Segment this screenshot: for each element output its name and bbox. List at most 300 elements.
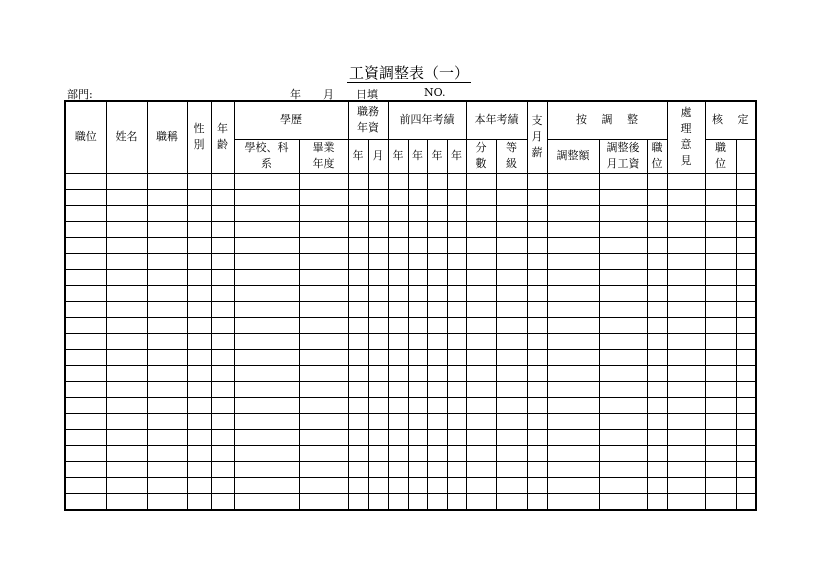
table-cell[interactable] xyxy=(527,381,547,397)
table-cell[interactable] xyxy=(427,205,447,221)
table-cell[interactable] xyxy=(147,301,187,317)
table-cell[interactable] xyxy=(388,221,408,237)
table-cell[interactable] xyxy=(736,365,756,381)
table-cell[interactable] xyxy=(211,461,234,477)
table-cell[interactable] xyxy=(234,461,299,477)
table-cell[interactable] xyxy=(647,381,667,397)
table-cell[interactable] xyxy=(427,189,447,205)
table-cell[interactable] xyxy=(348,237,368,253)
table-cell[interactable] xyxy=(408,253,427,269)
table-cell[interactable] xyxy=(496,317,527,333)
table-cell[interactable] xyxy=(667,365,705,381)
table-cell[interactable] xyxy=(368,173,388,189)
table-cell[interactable] xyxy=(447,413,466,429)
table-cell[interactable] xyxy=(496,365,527,381)
table-cell[interactable] xyxy=(736,445,756,461)
table-cell[interactable] xyxy=(527,397,547,413)
table-cell[interactable] xyxy=(65,413,106,429)
table-cell[interactable] xyxy=(65,365,106,381)
table-cell[interactable] xyxy=(447,317,466,333)
table-cell[interactable] xyxy=(527,413,547,429)
table-cell[interactable] xyxy=(705,205,736,221)
table-cell[interactable] xyxy=(348,173,368,189)
table-cell[interactable] xyxy=(667,269,705,285)
table-cell[interactable] xyxy=(187,461,211,477)
table-cell[interactable] xyxy=(705,237,736,253)
table-cell[interactable] xyxy=(447,493,466,510)
table-cell[interactable] xyxy=(299,349,348,365)
table-cell[interactable] xyxy=(599,461,647,477)
table-cell[interactable] xyxy=(106,429,147,445)
table-cell[interactable] xyxy=(447,397,466,413)
table-cell[interactable] xyxy=(667,413,705,429)
table-cell[interactable] xyxy=(368,493,388,510)
table-cell[interactable] xyxy=(388,317,408,333)
table-cell[interactable] xyxy=(427,221,447,237)
table-cell[interactable] xyxy=(187,189,211,205)
table-cell[interactable] xyxy=(187,493,211,510)
table-cell[interactable] xyxy=(705,301,736,317)
table-cell[interactable] xyxy=(427,253,447,269)
table-cell[interactable] xyxy=(348,253,368,269)
table-cell[interactable] xyxy=(647,205,667,221)
table-cell[interactable] xyxy=(447,205,466,221)
table-cell[interactable] xyxy=(368,397,388,413)
table-cell[interactable] xyxy=(234,365,299,381)
table-cell[interactable] xyxy=(106,461,147,477)
table-cell[interactable] xyxy=(527,493,547,510)
table-cell[interactable] xyxy=(234,269,299,285)
table-cell[interactable] xyxy=(388,333,408,349)
table-cell[interactable] xyxy=(65,349,106,365)
table-cell[interactable] xyxy=(466,189,496,205)
table-cell[interactable] xyxy=(427,397,447,413)
table-cell[interactable] xyxy=(667,221,705,237)
table-cell[interactable] xyxy=(348,365,368,381)
table-cell[interactable] xyxy=(547,253,599,269)
table-cell[interactable] xyxy=(547,413,599,429)
table-cell[interactable] xyxy=(187,333,211,349)
table-cell[interactable] xyxy=(408,205,427,221)
table-cell[interactable] xyxy=(667,301,705,317)
table-cell[interactable] xyxy=(368,349,388,365)
table-cell[interactable] xyxy=(348,349,368,365)
table-cell[interactable] xyxy=(299,173,348,189)
table-cell[interactable] xyxy=(234,397,299,413)
table-cell[interactable] xyxy=(147,269,187,285)
table-cell[interactable] xyxy=(599,237,647,253)
table-cell[interactable] xyxy=(527,173,547,189)
table-cell[interactable] xyxy=(736,317,756,333)
table-cell[interactable] xyxy=(106,269,147,285)
table-cell[interactable] xyxy=(234,333,299,349)
table-cell[interactable] xyxy=(466,429,496,445)
table-cell[interactable] xyxy=(599,365,647,381)
table-cell[interactable] xyxy=(187,173,211,189)
table-cell[interactable] xyxy=(368,253,388,269)
table-cell[interactable] xyxy=(527,285,547,301)
table-cell[interactable] xyxy=(547,285,599,301)
table-cell[interactable] xyxy=(234,381,299,397)
table-cell[interactable] xyxy=(427,445,447,461)
table-cell[interactable] xyxy=(667,445,705,461)
table-cell[interactable] xyxy=(408,301,427,317)
table-cell[interactable] xyxy=(547,397,599,413)
table-cell[interactable] xyxy=(547,205,599,221)
table-cell[interactable] xyxy=(496,173,527,189)
table-cell[interactable] xyxy=(234,237,299,253)
table-cell[interactable] xyxy=(211,413,234,429)
table-cell[interactable] xyxy=(736,333,756,349)
table-cell[interactable] xyxy=(234,221,299,237)
table-cell[interactable] xyxy=(408,349,427,365)
table-cell[interactable] xyxy=(667,333,705,349)
table-cell[interactable] xyxy=(65,237,106,253)
table-cell[interactable] xyxy=(705,381,736,397)
table-cell[interactable] xyxy=(348,397,368,413)
table-cell[interactable] xyxy=(599,397,647,413)
table-cell[interactable] xyxy=(388,205,408,221)
table-cell[interactable] xyxy=(147,333,187,349)
table-cell[interactable] xyxy=(447,173,466,189)
table-cell[interactable] xyxy=(547,493,599,510)
table-cell[interactable] xyxy=(299,205,348,221)
table-cell[interactable] xyxy=(705,269,736,285)
table-cell[interactable] xyxy=(187,317,211,333)
table-cell[interactable] xyxy=(147,205,187,221)
table-cell[interactable] xyxy=(547,445,599,461)
table-cell[interactable] xyxy=(234,349,299,365)
table-cell[interactable] xyxy=(187,349,211,365)
table-cell[interactable] xyxy=(447,237,466,253)
table-cell[interactable] xyxy=(65,205,106,221)
table-cell[interactable] xyxy=(147,397,187,413)
table-cell[interactable] xyxy=(388,365,408,381)
table-cell[interactable] xyxy=(388,189,408,205)
table-cell[interactable] xyxy=(65,317,106,333)
table-cell[interactable] xyxy=(427,461,447,477)
table-cell[interactable] xyxy=(736,461,756,477)
table-cell[interactable] xyxy=(299,221,348,237)
table-cell[interactable] xyxy=(211,285,234,301)
table-cell[interactable] xyxy=(234,173,299,189)
table-cell[interactable] xyxy=(667,429,705,445)
table-cell[interactable] xyxy=(368,461,388,477)
table-cell[interactable] xyxy=(599,301,647,317)
table-cell[interactable] xyxy=(736,269,756,285)
table-cell[interactable] xyxy=(408,173,427,189)
table-cell[interactable] xyxy=(599,349,647,365)
table-cell[interactable] xyxy=(211,237,234,253)
table-cell[interactable] xyxy=(388,237,408,253)
table-cell[interactable] xyxy=(211,317,234,333)
table-cell[interactable] xyxy=(466,365,496,381)
table-cell[interactable] xyxy=(187,301,211,317)
table-cell[interactable] xyxy=(211,493,234,510)
table-cell[interactable] xyxy=(368,221,388,237)
table-cell[interactable] xyxy=(705,445,736,461)
table-cell[interactable] xyxy=(408,381,427,397)
table-cell[interactable] xyxy=(368,301,388,317)
table-cell[interactable] xyxy=(388,381,408,397)
table-cell[interactable] xyxy=(348,413,368,429)
table-cell[interactable] xyxy=(234,429,299,445)
table-cell[interactable] xyxy=(106,301,147,317)
table-cell[interactable] xyxy=(147,173,187,189)
table-cell[interactable] xyxy=(408,269,427,285)
table-cell[interactable] xyxy=(736,493,756,510)
table-cell[interactable] xyxy=(599,333,647,349)
table-cell[interactable] xyxy=(65,493,106,510)
table-cell[interactable] xyxy=(447,429,466,445)
table-cell[interactable] xyxy=(187,429,211,445)
table-cell[interactable] xyxy=(368,285,388,301)
table-cell[interactable] xyxy=(667,205,705,221)
table-cell[interactable] xyxy=(466,221,496,237)
table-cell[interactable] xyxy=(647,477,667,493)
table-cell[interactable] xyxy=(348,477,368,493)
table-cell[interactable] xyxy=(408,413,427,429)
table-cell[interactable] xyxy=(187,253,211,269)
table-cell[interactable] xyxy=(234,301,299,317)
table-cell[interactable] xyxy=(496,221,527,237)
table-cell[interactable] xyxy=(736,205,756,221)
table-cell[interactable] xyxy=(705,397,736,413)
table-cell[interactable] xyxy=(408,365,427,381)
table-cell[interactable] xyxy=(527,269,547,285)
table-cell[interactable] xyxy=(106,317,147,333)
table-cell[interactable] xyxy=(667,493,705,510)
table-cell[interactable] xyxy=(705,189,736,205)
table-cell[interactable] xyxy=(599,189,647,205)
table-cell[interactable] xyxy=(667,477,705,493)
table-cell[interactable] xyxy=(299,365,348,381)
table-cell[interactable] xyxy=(65,269,106,285)
table-cell[interactable] xyxy=(647,189,667,205)
table-cell[interactable] xyxy=(187,285,211,301)
table-cell[interactable] xyxy=(65,477,106,493)
table-cell[interactable] xyxy=(447,285,466,301)
table-cell[interactable] xyxy=(65,429,106,445)
table-cell[interactable] xyxy=(368,445,388,461)
table-cell[interactable] xyxy=(496,461,527,477)
table-cell[interactable] xyxy=(647,349,667,365)
table-cell[interactable] xyxy=(647,173,667,189)
table-cell[interactable] xyxy=(599,445,647,461)
table-cell[interactable] xyxy=(599,317,647,333)
table-cell[interactable] xyxy=(147,413,187,429)
table-cell[interactable] xyxy=(547,365,599,381)
table-cell[interactable] xyxy=(427,237,447,253)
table-cell[interactable] xyxy=(234,189,299,205)
table-cell[interactable] xyxy=(736,253,756,269)
table-cell[interactable] xyxy=(527,349,547,365)
table-cell[interactable] xyxy=(299,477,348,493)
table-cell[interactable] xyxy=(667,237,705,253)
table-cell[interactable] xyxy=(211,477,234,493)
table-cell[interactable] xyxy=(447,221,466,237)
table-cell[interactable] xyxy=(527,301,547,317)
table-cell[interactable] xyxy=(368,413,388,429)
table-cell[interactable] xyxy=(106,205,147,221)
table-cell[interactable] xyxy=(427,381,447,397)
table-cell[interactable] xyxy=(496,493,527,510)
table-cell[interactable] xyxy=(736,413,756,429)
table-cell[interactable] xyxy=(647,317,667,333)
table-cell[interactable] xyxy=(147,317,187,333)
table-cell[interactable] xyxy=(106,333,147,349)
table-cell[interactable] xyxy=(65,173,106,189)
table-cell[interactable] xyxy=(667,253,705,269)
table-cell[interactable] xyxy=(599,413,647,429)
table-cell[interactable] xyxy=(187,205,211,221)
table-cell[interactable] xyxy=(299,237,348,253)
table-cell[interactable] xyxy=(234,205,299,221)
table-cell[interactable] xyxy=(388,413,408,429)
table-cell[interactable] xyxy=(466,237,496,253)
table-cell[interactable] xyxy=(408,477,427,493)
table-cell[interactable] xyxy=(388,397,408,413)
table-cell[interactable] xyxy=(368,205,388,221)
table-cell[interactable] xyxy=(348,269,368,285)
table-cell[interactable] xyxy=(211,189,234,205)
table-cell[interactable] xyxy=(147,189,187,205)
table-cell[interactable] xyxy=(736,381,756,397)
table-cell[interactable] xyxy=(147,381,187,397)
table-cell[interactable] xyxy=(187,381,211,397)
table-cell[interactable] xyxy=(234,445,299,461)
table-cell[interactable] xyxy=(736,429,756,445)
table-cell[interactable] xyxy=(547,269,599,285)
table-cell[interactable] xyxy=(496,237,527,253)
table-cell[interactable] xyxy=(427,413,447,429)
table-cell[interactable] xyxy=(187,365,211,381)
table-cell[interactable] xyxy=(211,205,234,221)
table-cell[interactable] xyxy=(147,237,187,253)
table-cell[interactable] xyxy=(647,493,667,510)
table-cell[interactable] xyxy=(599,269,647,285)
table-cell[interactable] xyxy=(348,205,368,221)
table-cell[interactable] xyxy=(408,237,427,253)
table-cell[interactable] xyxy=(211,173,234,189)
table-cell[interactable] xyxy=(147,493,187,510)
table-cell[interactable] xyxy=(705,285,736,301)
table-cell[interactable] xyxy=(427,429,447,445)
table-cell[interactable] xyxy=(388,493,408,510)
table-cell[interactable] xyxy=(736,221,756,237)
table-cell[interactable] xyxy=(299,253,348,269)
table-cell[interactable] xyxy=(65,189,106,205)
table-cell[interactable] xyxy=(547,189,599,205)
table-cell[interactable] xyxy=(147,349,187,365)
table-cell[interactable] xyxy=(408,221,427,237)
table-cell[interactable] xyxy=(496,333,527,349)
table-cell[interactable] xyxy=(65,221,106,237)
table-cell[interactable] xyxy=(299,461,348,477)
table-cell[interactable] xyxy=(466,381,496,397)
table-cell[interactable] xyxy=(348,461,368,477)
table-cell[interactable] xyxy=(705,317,736,333)
table-cell[interactable] xyxy=(65,333,106,349)
table-cell[interactable] xyxy=(348,317,368,333)
table-cell[interactable] xyxy=(736,173,756,189)
table-cell[interactable] xyxy=(466,493,496,510)
table-cell[interactable] xyxy=(736,237,756,253)
table-cell[interactable] xyxy=(187,445,211,461)
table-cell[interactable] xyxy=(736,301,756,317)
table-cell[interactable] xyxy=(147,365,187,381)
table-cell[interactable] xyxy=(368,333,388,349)
table-cell[interactable] xyxy=(447,381,466,397)
table-cell[interactable] xyxy=(211,381,234,397)
table-cell[interactable] xyxy=(388,301,408,317)
table-cell[interactable] xyxy=(106,477,147,493)
table-cell[interactable] xyxy=(466,301,496,317)
table-cell[interactable] xyxy=(466,317,496,333)
table-cell[interactable] xyxy=(408,445,427,461)
table-cell[interactable] xyxy=(299,269,348,285)
table-cell[interactable] xyxy=(299,413,348,429)
table-cell[interactable] xyxy=(106,189,147,205)
table-cell[interactable] xyxy=(106,253,147,269)
table-cell[interactable] xyxy=(647,429,667,445)
table-cell[interactable] xyxy=(147,461,187,477)
table-cell[interactable] xyxy=(547,237,599,253)
table-cell[interactable] xyxy=(427,365,447,381)
table-cell[interactable] xyxy=(705,365,736,381)
table-cell[interactable] xyxy=(427,269,447,285)
table-cell[interactable] xyxy=(496,413,527,429)
table-cell[interactable] xyxy=(466,413,496,429)
table-cell[interactable] xyxy=(496,397,527,413)
table-cell[interactable] xyxy=(647,253,667,269)
table-cell[interactable] xyxy=(447,301,466,317)
table-cell[interactable] xyxy=(547,461,599,477)
table-cell[interactable] xyxy=(466,397,496,413)
table-cell[interactable] xyxy=(527,333,547,349)
table-cell[interactable] xyxy=(299,493,348,510)
table-cell[interactable] xyxy=(705,173,736,189)
table-cell[interactable] xyxy=(705,461,736,477)
table-cell[interactable] xyxy=(388,173,408,189)
table-cell[interactable] xyxy=(106,285,147,301)
table-cell[interactable] xyxy=(496,285,527,301)
table-cell[interactable] xyxy=(388,445,408,461)
table-cell[interactable] xyxy=(408,189,427,205)
table-cell[interactable] xyxy=(647,365,667,381)
table-cell[interactable] xyxy=(496,189,527,205)
table-cell[interactable] xyxy=(234,413,299,429)
table-cell[interactable] xyxy=(547,333,599,349)
table-cell[interactable] xyxy=(299,189,348,205)
table-cell[interactable] xyxy=(106,365,147,381)
table-cell[interactable] xyxy=(736,477,756,493)
table-cell[interactable] xyxy=(147,477,187,493)
table-cell[interactable] xyxy=(547,477,599,493)
table-cell[interactable] xyxy=(667,349,705,365)
table-cell[interactable] xyxy=(527,253,547,269)
table-cell[interactable] xyxy=(368,237,388,253)
table-cell[interactable] xyxy=(348,333,368,349)
table-cell[interactable] xyxy=(106,237,147,253)
table-cell[interactable] xyxy=(599,493,647,510)
table-cell[interactable] xyxy=(368,477,388,493)
table-cell[interactable] xyxy=(348,429,368,445)
table-cell[interactable] xyxy=(466,285,496,301)
table-cell[interactable] xyxy=(647,237,667,253)
table-cell[interactable] xyxy=(65,381,106,397)
table-cell[interactable] xyxy=(106,413,147,429)
